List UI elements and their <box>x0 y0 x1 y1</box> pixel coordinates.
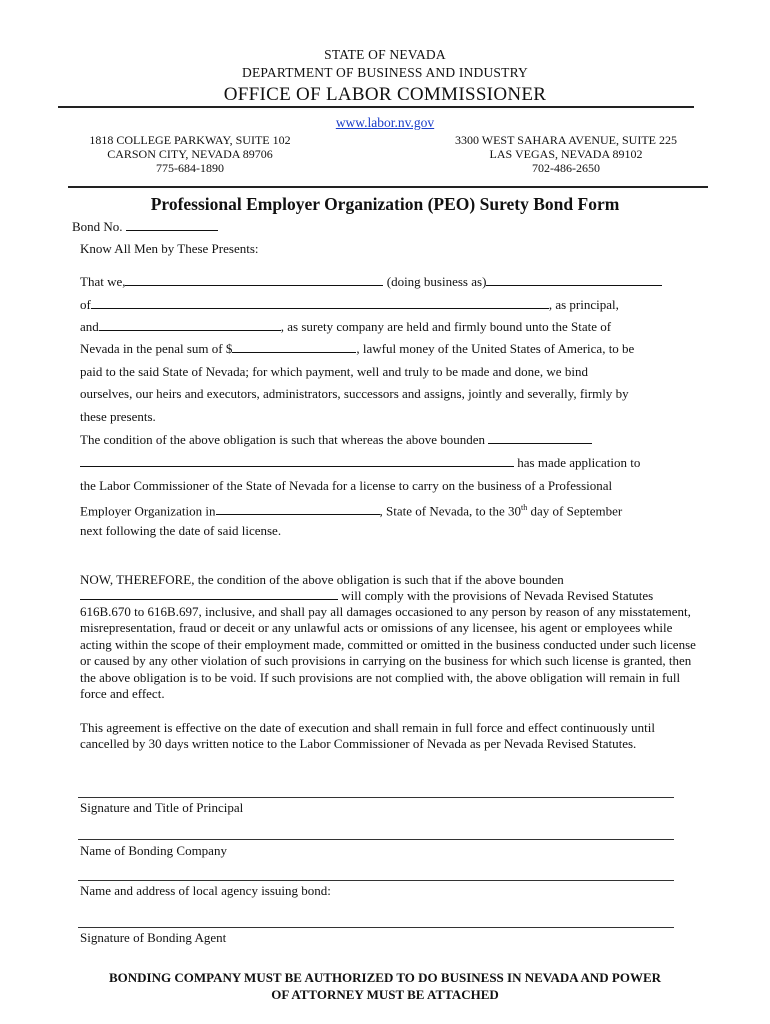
of-row <box>80 297 619 313</box>
south-office-city: LAS VEGAS, NEVADA 89102 <box>489 147 643 161</box>
agreement-paragraph: This agreement is effective on the date of execution and shall remain in full force and effect continuously until cancelled by 30 days written notice to the Labor Commissioner of Nevada as per Nevada Revised Statutes. <box>80 720 655 752</box>
as-surety-label: , as surety company are held and firmly bound unto the State of <box>280 319 612 334</box>
know-all-text: Know All Men by These Presents: <box>80 241 259 256</box>
bonding-agent-line[interactable] <box>78 927 674 928</box>
principal-name-field[interactable] <box>125 274 383 286</box>
bond-no-row <box>72 219 218 235</box>
as-principal-label: , as principal, <box>548 297 619 312</box>
employer-in-row <box>80 500 622 519</box>
surety-company-field[interactable] <box>99 319 281 331</box>
bounden-field-b[interactable] <box>80 455 514 467</box>
website-wrap <box>0 114 770 132</box>
has-made-row <box>80 455 640 471</box>
these-presents-line: these presents. <box>80 409 156 424</box>
employer-in-label: Employer Organization in <box>80 503 216 519</box>
office-heading: OFFICE OF LABOR COMMISSIONER <box>223 84 547 105</box>
bond-no-label: Bond No. <box>72 219 123 234</box>
principal-signature-label: Signature and Title of Principal <box>80 800 244 815</box>
day-of-september-label: day of September <box>527 503 623 519</box>
will-comply-label: will comply with the provisions of Nevada Revised Statutes <box>341 588 654 603</box>
local-agency-label: Name and address of local agency issuing bond: <box>80 883 331 898</box>
county-field[interactable] <box>216 503 380 515</box>
ourselves-line: ourselves, our heirs and executors, administrators, successors and assigns, jointly and severally, firmly by <box>80 386 629 401</box>
principal-signature-line[interactable] <box>78 797 674 798</box>
north-office-phone: 775-684-1890 <box>156 161 224 175</box>
and-label: and <box>80 319 99 334</box>
north-office-street: 1818 COLLEGE PARKWAY, SUITE 102 <box>89 133 291 147</box>
website-link[interactable]: www.labor.nv.gov <box>335 115 435 130</box>
footer-notice-line1: BONDING COMPANY MUST BE AUTHORIZED TO DO BUSINESS IN NEVADA AND POWER <box>109 970 661 985</box>
form-title: Professional Employer Organization (PEO) Surety Bond Form <box>150 194 620 214</box>
next-following-line: next following the date of said license. <box>80 523 282 538</box>
south-office-street: 3300 WEST SAHARA AVENUE, SUITE 225 <box>454 133 678 147</box>
bounden-field-c[interactable] <box>80 588 338 600</box>
state-heading: STATE OF NEVADA <box>324 47 446 62</box>
bonding-agent-label: Signature of Bonding Agent <box>80 930 227 945</box>
penal-sum-post-label: , lawful money of the United States of America, to be <box>356 341 635 356</box>
south-office-address <box>444 133 688 175</box>
department-heading: DEPARTMENT OF BUSINESS AND INDUSTRY <box>242 65 528 80</box>
header-rule-bottom <box>68 186 708 188</box>
north-office-address <box>78 133 302 175</box>
bounden-field-a[interactable] <box>488 432 592 444</box>
penal-sum-row <box>80 341 634 357</box>
penal-sum-field[interactable] <box>232 341 356 353</box>
footer-notice-line2: OF ATTORNEY MUST BE ATTACHED <box>271 987 499 1002</box>
that-we-row <box>80 274 662 290</box>
bonding-company-label: Name of Bonding Company <box>80 843 227 858</box>
dba-label: (doing business as) <box>386 274 487 289</box>
header-rule-top <box>58 106 694 108</box>
condition-row <box>80 432 592 448</box>
now-therefore-line1: NOW, THEREFORE, the condition of the above obligation is such that if the above bounden <box>80 572 564 587</box>
now-therefore-body: 616B.670 to 616B.697, inclusive, and shall pay all damages occasioned to any person by reason of any misstatement, misrepresentation, fraud or deceit or any unlawful acts or omissions of any licensee, his agent or employees while acting within the scope of their employment made, committed or omitted in the business conducted under such license or caused by any other violation of such provisions in carrying on the business for which such license is granted, then the above obligation is to be void. If such provisions are not complied with, the above obligation will remain in full force and effect. <box>80 604 696 702</box>
south-office-phone: 702-486-2650 <box>532 161 600 175</box>
penal-sum-label: Nevada in the penal sum of $ <box>80 341 233 356</box>
th-superscript: th <box>521 503 528 512</box>
has-made-label: has made application to <box>517 455 641 470</box>
state-of-nevada-label: , State of Nevada, to the 30 <box>379 503 522 519</box>
that-we-label: That we, <box>80 274 126 289</box>
paid-line: paid to the said State of Nevada; for which payment, well and truly to be made and done, we bind <box>80 364 588 379</box>
will-comply-row <box>80 588 653 604</box>
labor-line: the Labor Commissioner of the State of Nevada for a license to carry on the business of a Professional <box>80 478 613 493</box>
condition-label: The condition of the above obligation is such that whereas the above bounden <box>80 432 486 447</box>
dba-field[interactable] <box>486 274 662 286</box>
bond-no-field[interactable] <box>126 219 218 231</box>
local-agency-line[interactable] <box>78 880 674 881</box>
principal-address-field[interactable] <box>91 297 549 309</box>
bonding-company-line[interactable] <box>78 839 674 840</box>
and-row <box>80 319 611 335</box>
of-label: of <box>80 297 91 312</box>
north-office-city: CARSON CITY, NEVADA 89706 <box>107 147 273 161</box>
